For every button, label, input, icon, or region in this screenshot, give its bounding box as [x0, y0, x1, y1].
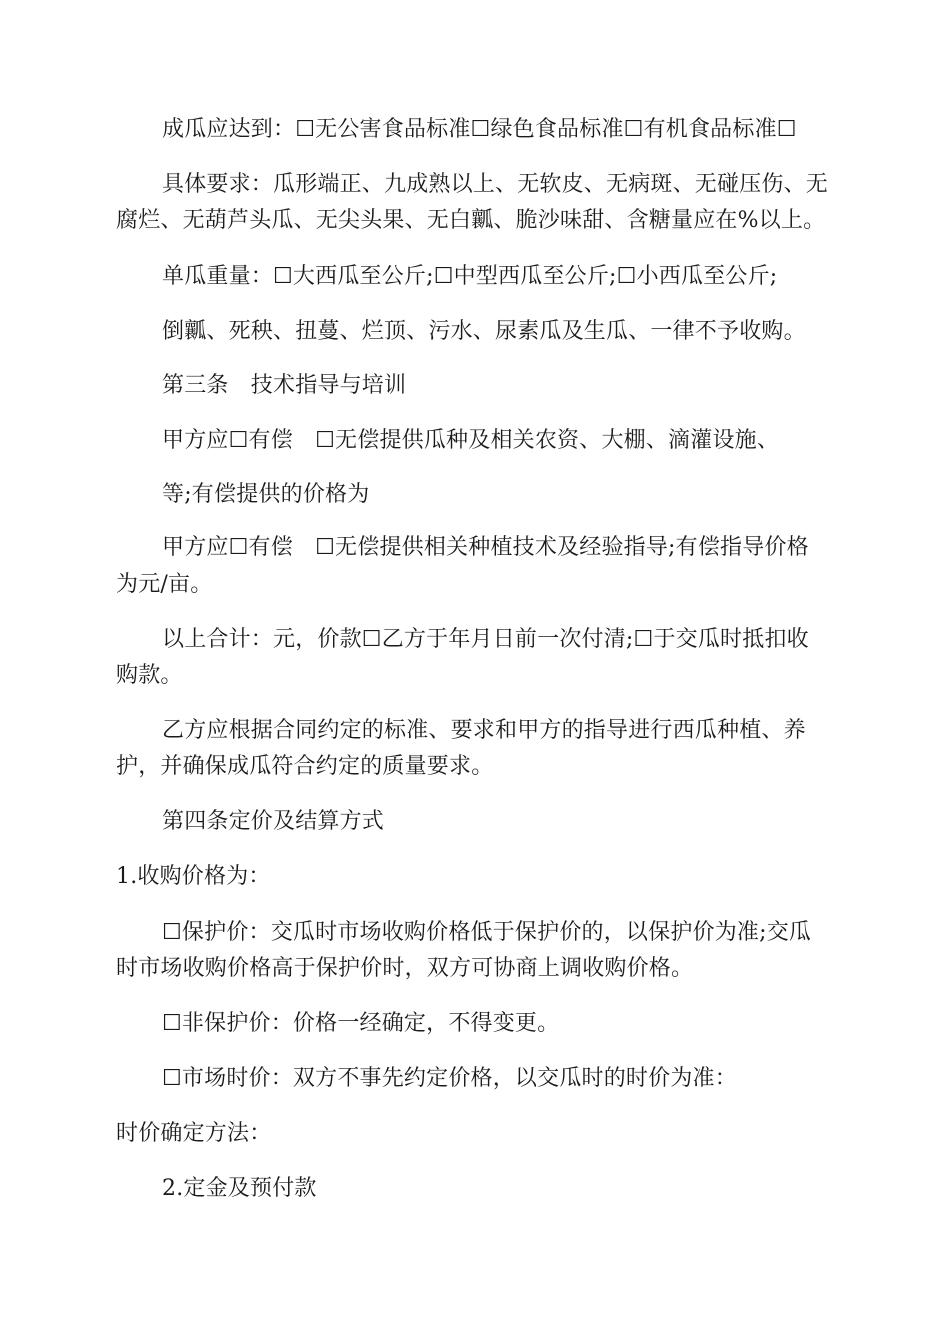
requirements-line-2: 腐烂、无葫芦头瓜、无尖头果、无白瓤、脆沙味甜、含糖量应在%以上。 — [116, 208, 826, 233]
article-three-heading: 第三条 技术指导与培训 — [162, 373, 407, 398]
quality-standard-line: 成瓜应达到：☐无公害食品标准☐绿色食品标准☐有机食品标准☐ — [162, 117, 797, 142]
deposit-heading: 2.定金及预付款 — [162, 1176, 317, 1201]
rejection-line: 倒瓤、死秧、扭蔓、烂顶、污水、尿素瓜及生瓜、一律不予收购。 — [162, 319, 806, 344]
technical-guidance-line-1: 甲方应☐有偿 ☐无偿提供相关种植技术及经验指导;有偿指导价格 — [162, 535, 809, 560]
non-protection-price-line: ☐非保护价：价格一经确定，不得变更。 — [162, 1011, 560, 1036]
protection-price-line-1: ☐保护价：交瓜时市场收购价格低于保护价的，以保护价为准;交瓜 — [162, 920, 812, 945]
total-payment-line-2: 购款。 — [116, 663, 183, 688]
requirements-line-1: 具体要求：瓜形端正、九成熟以上、无软皮、无病斑、无碰压伤、无 — [162, 172, 829, 197]
market-price-method-line: 时价确定方法： — [116, 1121, 272, 1146]
technical-guidance-line-2: 为元/亩。 — [116, 572, 213, 597]
total-payment-line-1: 以上合计：元，价款☐乙方于年月日前一次付清;☐于交瓜时抵扣收 — [162, 627, 809, 652]
market-price-line: ☐市场时价：双方不事先约定价格，以交瓜时的时价为准： — [162, 1066, 737, 1091]
protection-price-line-2: 时市场收购价格高于保护价时，双方可协商上调收购价格。 — [116, 956, 694, 981]
article-four-heading: 第四条定价及结算方式 — [162, 809, 385, 834]
party-a-supplies-line: 甲方应☐有偿 ☐无偿提供瓜种及相关农资、大棚、滴灌设施、 — [162, 428, 780, 453]
party-b-obligation-line-2: 护，并确保成瓜符合约定的质量要求。 — [116, 754, 494, 779]
party-b-obligation-line-1: 乙方应根据合同约定的标准、要求和甲方的指导进行西瓜种植、养 — [162, 718, 806, 743]
paid-supply-price-line: 等;有偿提供的价格为 — [162, 482, 370, 507]
purchase-price-heading: 1.收购价格为： — [116, 864, 271, 889]
single-melon-weight-line: 单瓜重量：☐大西瓜至公斤;☐中型西瓜至公斤;☐小西瓜至公斤; — [162, 264, 778, 289]
